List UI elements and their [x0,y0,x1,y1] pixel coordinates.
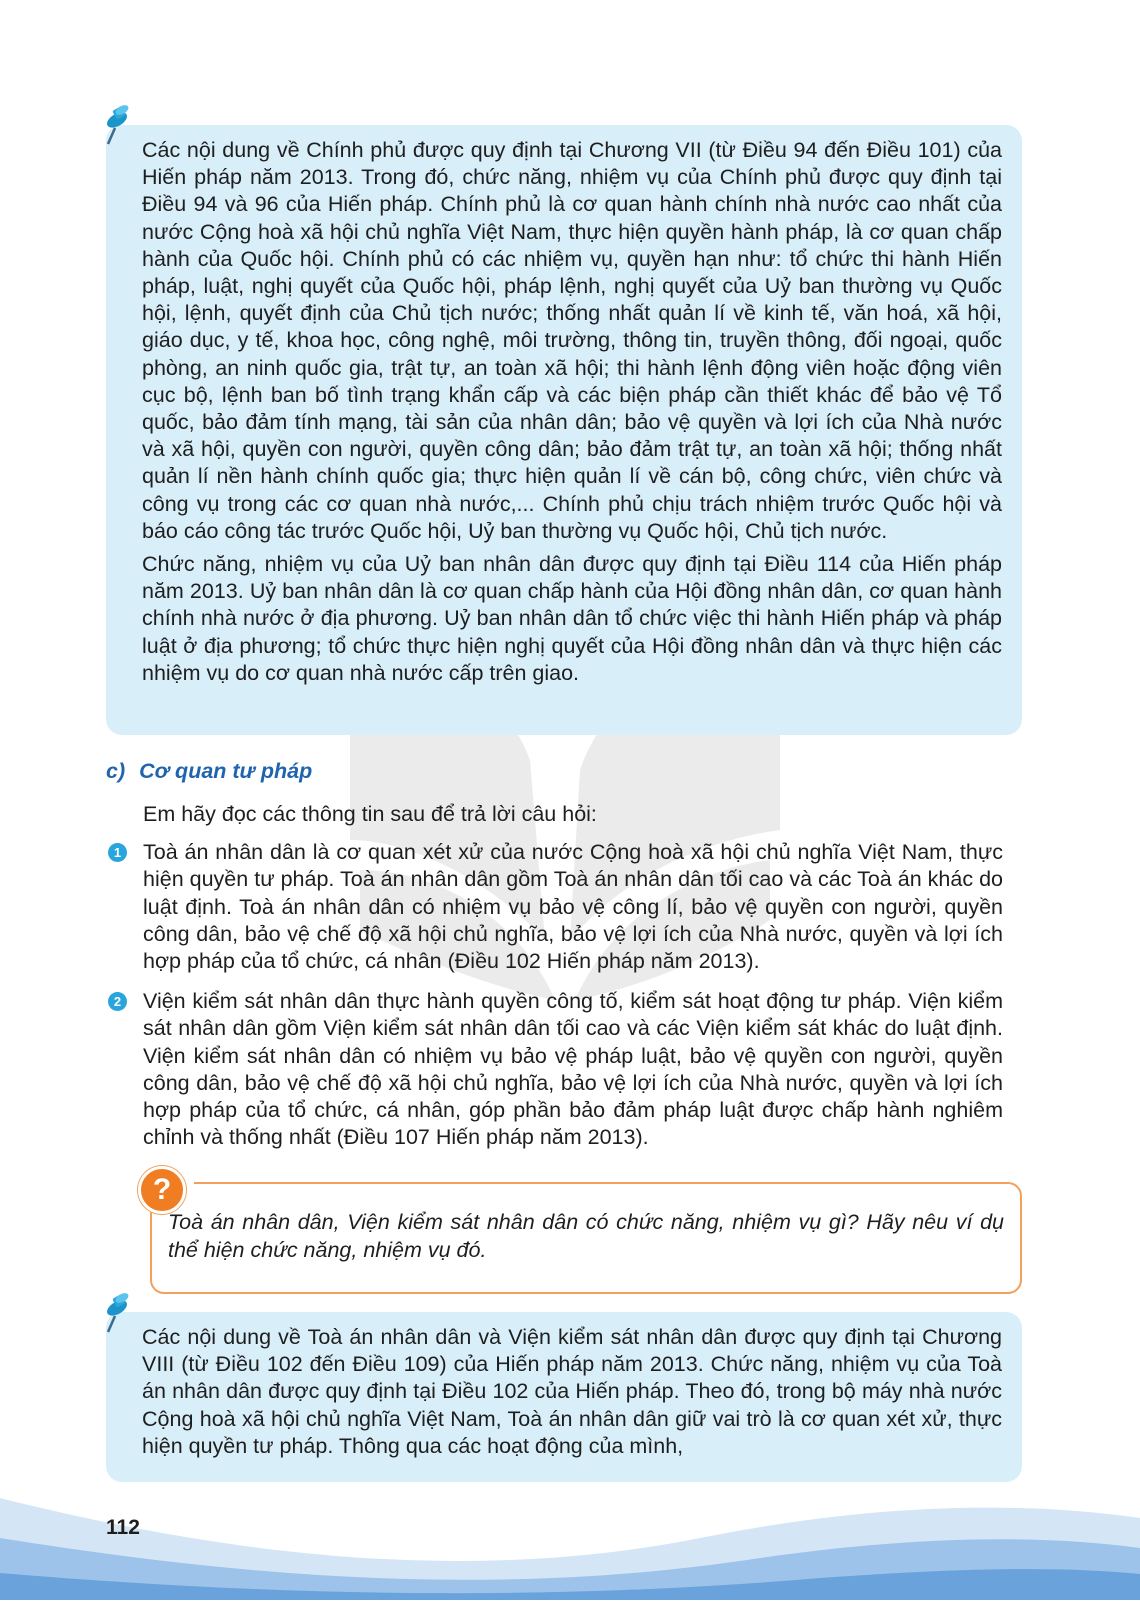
question-box [150,1182,1022,1294]
footer-wave [0,1478,1140,1600]
lead-instruction: Em hãy đọc các thông tin sau để trả lời câu hỏi: [143,802,597,826]
question-mark-icon: ? [138,1166,186,1214]
number-badge-2: 2 [108,992,127,1011]
section-title: Cơ quan tư pháp [139,759,313,783]
info-paragraph-government: Các nội dung về Chính phủ được quy định tại Chương VII (từ Điều 94 đến Điều 101) của Hiến pháp năm 2013. Trong đó, chức năng, nhiệm vụ của Chính phủ được quy định tại Điều 94 và 96 của Hiến pháp. Chính phủ là cơ quan hành chính nhà nước cao nhất của nước Cộng hoà xã hội chủ nghĩa Việt Nam, thực hiện quyền hành pháp, là cơ quan chấp hành của Quốc hội. Chính phủ có các nhiệm vụ, quyền hạn như: tổ chức thi hành Hiến pháp, luật, nghị quyết của Quốc hội, pháp lệnh, nghị quyết của Uỷ ban thường vụ Quốc hội, lệnh, quyết định của Chủ tịch nước; thống nhất quản lí về kinh tế, văn hoá, xã hội, giáo dục, y tế, khoa học, công nghệ, môi trường, thông tin, truyền thông, đối ngoại, quốc phòng, an ninh quốc gia, trật tự, an toàn xã hội; thi hành lệnh động viên hoặc động viên cục bộ, lệnh ban bố tình trạng khẩn cấp và các biện pháp cần thiết khác để bảo vệ Tổ quốc, bảo đảm tính mạng, tài sản của nhân dân; bảo vệ quyền và lợi ích của Nhà nước và xã hội, quyền con người, quyền công dân; bảo đảm trật tự, an toàn xã hội; thống nhất quản lí nền hành chính quốc gia; thực hiện quản lí về cán bộ, công chức, viên chức và công vụ trong các cơ quan nhà nước,... Chính phủ chịu trách nhiệm trước Quốc hội và báo cáo công tác trước Quốc hội, Uỷ ban thường vụ Quốc hội, Chủ tịch nước. [142,138,1002,543]
question-text: Toà án nhân dân, Viện kiểm sát nhân dân có chức năng, nhiệm vụ gì? Hãy nêu ví dụ thể hiện chức năng, nhiệm vụ đó. [168,1210,1004,1262]
item-peoples-procuracy: Viện kiểm sát nhân dân thực hành quyền công tố, kiểm sát hoạt động tư pháp. Viện kiểm sát nhân dân gồm Viện kiểm sát nhân dân tối cao và các Viện kiểm sát khác do luật định. Viện kiểm sát nhân dân có nhiệm vụ bảo vệ pháp luật, bảo vệ quyền con người, quyền công dân, bảo vệ chế độ xã hội chủ nghĩa, bảo vệ lợi ích của Nhà nước, quyền và lợi ích hợp pháp của tổ chức, cá nhân, góp phần bảo đảm pháp luật được chấp hành nghiêm chỉnh và thống nhất (Điều 107 Hiến pháp năm 2013). [143,989,1003,1150]
page-number: 112 [106,1516,140,1539]
section-heading [106,759,312,784]
info-paragraph-judiciary: Các nội dung về Toà án nhân dân và Viện kiểm sát nhân dân được quy định tại Chương VIII (từ Điều 102 đến Điều 109) của Hiến pháp năm 2013. Chức năng, nhiệm vụ của Toà án nhân dân được quy định tại Điều 102 của Hiến pháp. Theo đó, trong bộ máy nhà nước Cộng hoà xã hội chủ nghĩa Việt Nam, Toà án nhân dân giữ vai trò là cơ quan xét xử, thực hiện quyền tư pháp. Thông qua các hoạt động của mình, [142,1325,1002,1458]
pushpin-icon [100,1292,134,1338]
info-box-government [106,125,1022,735]
section-marker: c) [106,759,126,783]
info-paragraph-peoples-committee: Chức năng, nhiệm vụ của Uỷ ban nhân dân được quy định tại Điều 114 của Hiến pháp năm 2013. Uỷ ban nhân dân là cơ quan chấp hành của Hội đồng nhân dân, cơ quan hành chính nhà nước ở địa phương. Uỷ ban nhân dân tổ chức việc thi hành Hiến pháp và pháp luật ở địa phương; tổ chức thực hiện nghị quyết của Hội đồng nhân dân và thực hiện các nhiệm vụ do cơ quan nhà nước cấp trên giao. [142,552,1002,685]
info-box-judiciary [106,1312,1022,1482]
item-peoples-court: Toà án nhân dân là cơ quan xét xử của nước Cộng hoà xã hội chủ nghĩa Việt Nam, thực hiện quyền tư pháp. Toà án nhân dân gồm Toà án nhân dân tối cao và các Toà án khác do luật định. Toà án nhân dân có nhiệm vụ bảo vệ công lí, bảo vệ quyền con người, quyền công dân, bảo vệ chế độ xã hội chủ nghĩa, bảo vệ lợi ích của Nhà nước, quyền và lợi ích hợp pháp của tổ chức, cá nhân (Điều 102 Hiến pháp năm 2013). [143,840,1003,974]
number-badge-1: 1 [108,843,127,862]
pushpin-icon [100,104,134,150]
